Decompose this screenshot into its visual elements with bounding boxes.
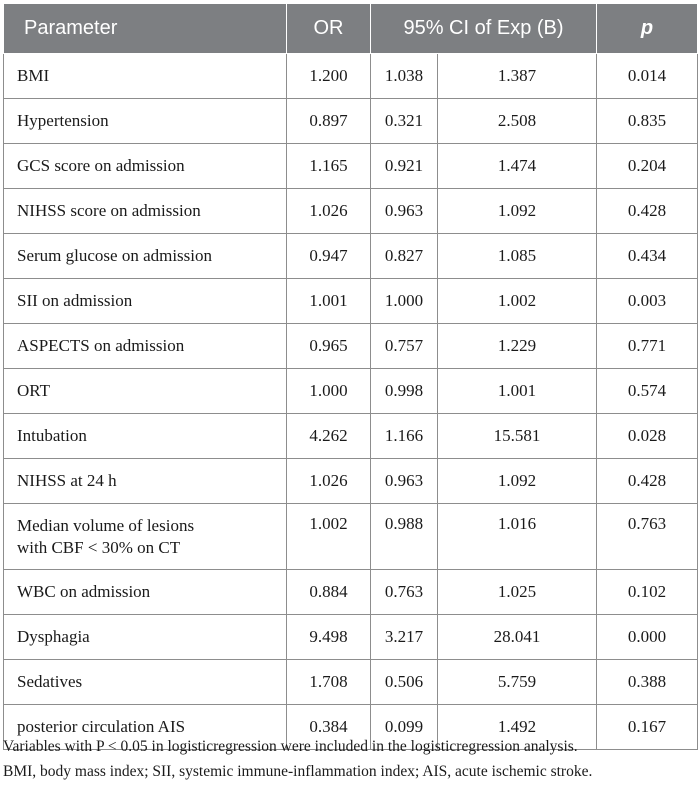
- row-p: 0.167: [597, 705, 698, 750]
- row-ci-low: 0.963: [371, 189, 438, 234]
- table-row: [4, 54, 698, 99]
- row-parameter: [4, 504, 287, 570]
- table-row: [4, 279, 698, 324]
- row-parameter: ORT: [4, 369, 287, 414]
- row-ci-high: 1.492: [438, 705, 597, 750]
- row-parameter: Intubation: [4, 414, 287, 459]
- row-parameter: ASPECTS on admission: [4, 324, 287, 369]
- row-or: 0.897: [287, 99, 371, 144]
- header-or: OR: [287, 4, 371, 54]
- logistic-regression-table: [3, 3, 698, 750]
- row-or: 1.002: [287, 504, 371, 570]
- row-ci-low: 0.506: [371, 660, 438, 705]
- row-ci-low: 1.038: [371, 54, 438, 99]
- row-p: 0.771: [597, 324, 698, 369]
- header-parameter: Parameter: [4, 4, 287, 54]
- row-ci-high: 5.759: [438, 660, 597, 705]
- table-row: [4, 459, 698, 504]
- table-row: [4, 369, 698, 414]
- table-row: [4, 99, 698, 144]
- row-ci-high: 1.002: [438, 279, 597, 324]
- row-parameter: GCS score on admission: [4, 144, 287, 189]
- row-ci-low: 1.000: [371, 279, 438, 324]
- row-p: 0.763: [597, 504, 698, 570]
- row-p: 0.434: [597, 234, 698, 279]
- row-ci-high: 1.085: [438, 234, 597, 279]
- row-or: 1.000: [287, 369, 371, 414]
- row-ci-low: 0.321: [371, 99, 438, 144]
- row-parameter: Serum glucose on admission: [4, 234, 287, 279]
- row-parameter: BMI: [4, 54, 287, 99]
- row-ci-high: 1.387: [438, 54, 597, 99]
- row-p: 0.388: [597, 660, 698, 705]
- footnote-line-2: BMI, body mass index; SII, systemic immune-inflammation index; AIS, acute ischemic stroke.: [3, 763, 593, 780]
- row-or: 0.947: [287, 234, 371, 279]
- row-p: 0.428: [597, 459, 698, 504]
- table-header-row: [4, 4, 698, 54]
- table-row: [4, 189, 698, 234]
- row-ci-high: 1.025: [438, 570, 597, 615]
- row-p: 0.204: [597, 144, 698, 189]
- table-footnote: [3, 734, 697, 784]
- table-row: [4, 324, 698, 369]
- row-p: 0.000: [597, 615, 698, 660]
- row-ci-low: 0.827: [371, 234, 438, 279]
- row-parameter-line1: Median volume of lesions: [17, 515, 195, 535]
- row-ci-high: 1.092: [438, 189, 597, 234]
- row-or: 1.708: [287, 660, 371, 705]
- row-or: 1.001: [287, 279, 371, 324]
- row-or: 9.498: [287, 615, 371, 660]
- row-p: 0.102: [597, 570, 698, 615]
- row-ci-high: 28.041: [438, 615, 597, 660]
- results-table-container: [3, 3, 697, 750]
- row-parameter: WBC on admission: [4, 570, 287, 615]
- row-parameter: SII on admission: [4, 279, 287, 324]
- row-or: 1.165: [287, 144, 371, 189]
- row-or: 4.262: [287, 414, 371, 459]
- table-row: [4, 144, 698, 189]
- table-row: [4, 660, 698, 705]
- row-ci-high: 1.474: [438, 144, 597, 189]
- row-ci-low: 1.166: [371, 414, 438, 459]
- row-ci-low: 0.998: [371, 369, 438, 414]
- table-row: [4, 615, 698, 660]
- row-parameter: Hypertension: [4, 99, 287, 144]
- row-parameter: Dysphagia: [4, 615, 287, 660]
- row-p: 0.835: [597, 99, 698, 144]
- row-or: 0.965: [287, 324, 371, 369]
- row-p: 0.574: [597, 369, 698, 414]
- row-ci-high: 1.001: [438, 369, 597, 414]
- table-row: [4, 570, 698, 615]
- row-ci-low: 0.921: [371, 144, 438, 189]
- row-ci-high: 1.016: [438, 504, 597, 570]
- row-parameter: NIHSS at 24 h: [4, 459, 287, 504]
- table-row: [4, 234, 698, 279]
- row-ci-high: 2.508: [438, 99, 597, 144]
- row-ci-low: 3.217: [371, 615, 438, 660]
- row-parameter: posterior circulation AIS: [4, 705, 287, 750]
- row-ci-low: 0.757: [371, 324, 438, 369]
- row-or: 0.384: [287, 705, 371, 750]
- row-parameter: Sedatives: [4, 660, 287, 705]
- footnote-line-1: Variables with P < 0.05 in logisticregression were included in the logisticregression analysis.: [3, 738, 578, 755]
- row-ci-high: 1.229: [438, 324, 597, 369]
- row-p: 0.028: [597, 414, 698, 459]
- row-p: 0.003: [597, 279, 698, 324]
- row-p: 0.428: [597, 189, 698, 234]
- row-parameter-line2: with CBF < 30% on CT: [17, 537, 181, 557]
- table-row: [4, 504, 698, 570]
- row-ci-low: 0.099: [371, 705, 438, 750]
- row-or: 0.884: [287, 570, 371, 615]
- row-parameter: NIHSS score on admission: [4, 189, 287, 234]
- row-ci-high: 15.581: [438, 414, 597, 459]
- row-ci-low: 0.763: [371, 570, 438, 615]
- row-or: 1.026: [287, 459, 371, 504]
- table-row: [4, 414, 698, 459]
- row-or: 1.026: [287, 189, 371, 234]
- header-p: p: [597, 4, 698, 54]
- row-p: 0.014: [597, 54, 698, 99]
- row-ci-low: 0.963: [371, 459, 438, 504]
- row-or: 1.200: [287, 54, 371, 99]
- row-ci-low: 0.988: [371, 504, 438, 570]
- row-ci-high: 1.092: [438, 459, 597, 504]
- header-ci: 95% CI of Exp (B): [371, 4, 597, 54]
